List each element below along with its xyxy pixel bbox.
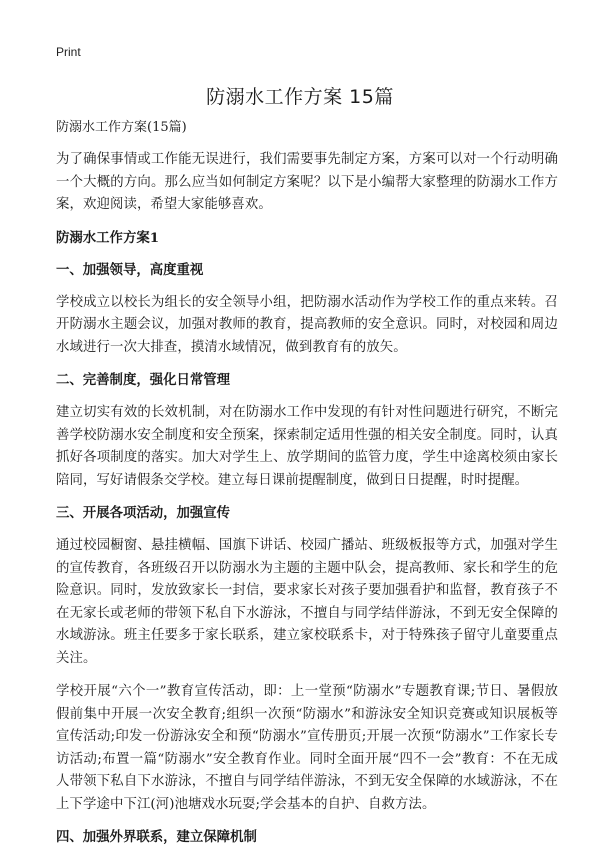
print-link[interactable]: Print (56, 45, 81, 59)
section-paragraph: 建立切实有效的长效机制，对在防溺水工作中发现的有针对性问题进行研究，不断完善学校防溺水安全制度和安全预案，探索制定适用性强的相关安全制度。同时，认真抓好各项制度的落实。加大对学生上、放学期间的监管力度，学生中途离校须由家长陪同，写好请假条交学校。建立每日课前提醒制度，做到日日提醒，时时提醒。 (56, 405, 558, 488)
section-heading: 二、完善制度，强化日常管理 (56, 372, 231, 388)
section-paragraph: 学校成立以校长为组长的安全领导小组，把防溺水活动作为学校工作的重点来转。召开防溺水主题会议，加强对教师的教育，提高教师的安全意识。同时，对校园和周边水域进行一次大排查，摸清水域情况，做到教育有的放矢。 (56, 294, 558, 355)
section-heading: 三、开展各项活动，加强宣传 (56, 505, 231, 521)
intro-paragraph: 为了确保事情或工作能无误进行，我们需要事先制定方案，方案可以对一个行动明确一个大概的方向。那么应当如何制定方案呢？以下是小编帮大家整理的防溺水工作方案，欢迎阅读，希望大家能够喜欢。 (56, 152, 558, 212)
section-heading: 一、加强领导，高度重视 (56, 261, 204, 278)
section-paragraph: 学校开展“六个一”教育宣传活动，即：上一堂预“防溺水”专题教育课;节日、暑假放假前集中开展一次安全教育;组织一次预“防溺水”和游泳安全知识竞赛或知识展板等宣传活动;印发一份游泳安全和预“防溺水”宣传册页;开展一次预“防溺水”工作家长专访活动;布置一篇“防溺水”安全教育作业。同时全面开展“四不一会”教育：不在无成人带领下私自下水游泳，不擅自与同学结伴游泳，不到无安全保障的水域游泳，不在上下学途中下江(河)池塘戏水玩耍;学会基本的自护、自救方法。 (56, 684, 558, 812)
plan-heading: 防溺水工作方案1 (56, 229, 160, 246)
document-body (56, 118, 558, 859)
document-subtitle: 防溺水工作方案(15篇) (56, 120, 187, 135)
section-paragraph: 通过校园橱窗、悬挂横幅、国旗下讲话、校园广播站、班级板报等方式，加强对学生的宣传教育，各班级召开以防溺水为主题的主题中队会，提高教师、家长和学生的危险意识。同时，发放致家长一封信，要求家长对孩子要加强看护和监督，教育孩子不在无家长或老师的带领下私自下水游泳，不擅自与同学结伴游泳，不到无安全保障的水域游泳。班主任要多于家长联系，建立家校联系卡，对于特殊孩子留守儿童要重点关注。 (56, 538, 558, 666)
section-heading: 四、加强外界联系，建立保障机制 (56, 829, 257, 845)
document-title: 防溺水工作方案 15篇 (206, 86, 394, 108)
